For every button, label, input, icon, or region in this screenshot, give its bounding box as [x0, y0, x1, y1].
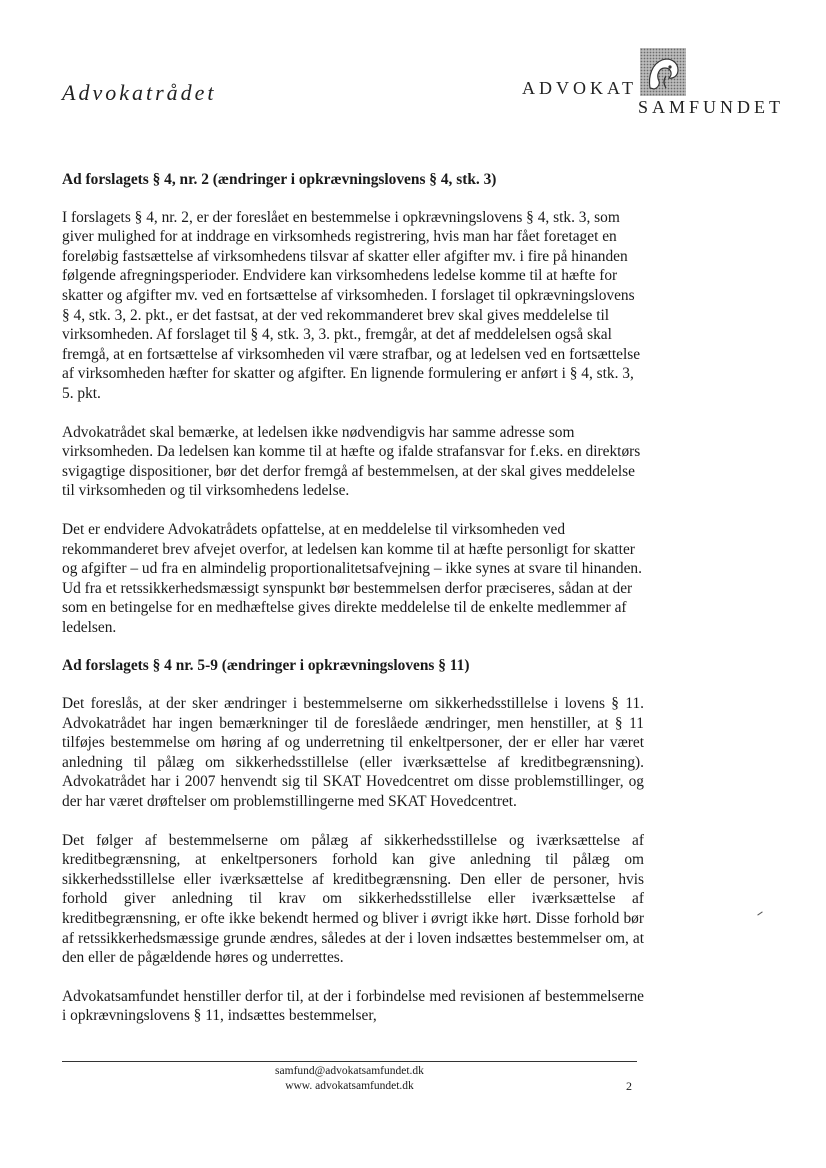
paragraph-6: Advokatsamfundet henstiller derfor til, at der i forbindelse med revisionen af bestemmelserne i opkrævningslovens § 11, indsættes bestemmelser,: [62, 987, 644, 1025]
logo-text-line1: ADVOKAT: [522, 78, 637, 98]
document-body: [62, 170, 644, 1045]
logo-emblem-icon: [640, 48, 686, 96]
header-title: Advokatrådet: [62, 80, 217, 105]
paragraph-1: I forslagets § 4, nr. 2, er der foreslået en bestemmelse i opkrævningslovens § 4, stk. 3, som giver mulighed for at inddrage en virksomheds registrering, hvis man har fået foretaget en foreløbig fastsættelse af virksomhedens tilsvar af skatter eller afgifter mv. i fire på hinanden følgende afregningsperioder. Endvidere kan virksomhedens ledelse komme til at hæfte for skatter og afgifter mv. ved en fortsættelse af virksomheden. I forslaget til opkrævningslovens § 4, stk. 3, 2. pkt., er det fastsat, at der ved rekommanderet brev skal gives meddelelse til virksomheden. Af forslaget til § 4, stk. 3, 3. pkt., fremgår, at det af meddelelsen også skal fremgå, at en fortsættelse af virksomheden vil være strafbar, og at ledelsen ved en fortsættelse af virksomheden hæfter for skatter og afgifter. En lignende formulering er anført i § 4, stk. 3, 5. pkt.: [62, 208, 641, 402]
page-number: 2: [626, 1079, 632, 1093]
footer-website: www. advokatsamfundet.dk: [285, 1080, 414, 1092]
footer-divider: [62, 1061, 637, 1062]
paragraph-3: Det er endvidere Advokatrådets opfattelse, at en meddelelse til virksomheden ved rekommanderet brev afvejet overfor, at ledelsen kan komme til at hæfte personligt for skatter og afgifter – ud fra en almindelig proportionalitetsafvejning – ikke synes at svare til hinanden. Ud fra et retssikkerhedsmæssigt synspunkt bør bestemmelsen derfor præciseres, sådan at der som en betingelse for en medhæftelse gives direkte meddelelse til de enkelte medlemmer af ledelsen.: [62, 520, 642, 636]
section-heading-2: Ad forslagets § 4 nr. 5-9 (ændringer i opkrævningslovens § 11): [62, 657, 470, 675]
logo-text-line2: SAMFUNDET: [638, 97, 785, 117]
paragraph-4: Det foreslås, at der sker ændringer i bestemmelserne om sikkerhedsstillelse i lovens § 11. Advokatrådet har ingen bemærkninger til de foreslåede ændringer, men henstiller, at § 11 tilføjes bestemmelse om høring af og underretning til enkeltpersoner, der er eller har været anledning til pålæg om sikkerhedsstillelse (eller iværksættelse af kreditbegrænsning). Advokatrådet har i 2007 henvendt sig til SKAT Hovedcentret om disse problemstillinger, og der har været drøftelser om problemstillingerne med SKAT Hovedcentret.: [62, 695, 644, 811]
footer-email: samfund@advokatsamfundet.dk: [275, 1065, 424, 1077]
paragraph-2: Advokatrådet skal bemærke, at ledelsen ikke nødvendigvis har samme adresse som virksomheden. Da ledelsen kan komme til at hæfte og ifalde strafansvar for f.eks. en direktørs svigagtige dispositioner, bør det derfor fremgå af bestemmelsen, at der skal gives meddelelse til virksomheden og til virksomhedens ledelse.: [62, 423, 641, 500]
paragraph-5: Det følger af bestemmelserne om pålæg af sikkerhedsstillelse og iværksættelse af kreditbegrænsning, at enkeltpersoners forhold kan give anledning til pålæg om sikkerhedsstillelse eller iværksættelse af kreditbegrænsning. Den eller de personer, hvis forhold giver anledning til krav om sikkerhedsstillelse eller iværksættelse af kreditbegrænsning, er ofte ikke bekendt hermed og bliver i øvrigt ikke hørt. Disse forhold bør af retssikkerhedsmæssige grunde ændres, således at der i loven indsættes bestemmelser om, at den eller de pågældende høres og underrettes.: [62, 831, 644, 967]
section-heading-1: Ad forslagets § 4, nr. 2 (ændringer i opkrævningslovens § 4, stk. 3): [62, 171, 497, 188]
advokatsamfundet-logo: [520, 42, 790, 122]
scan-speck: [757, 911, 762, 915]
footer: [62, 1064, 637, 1094]
